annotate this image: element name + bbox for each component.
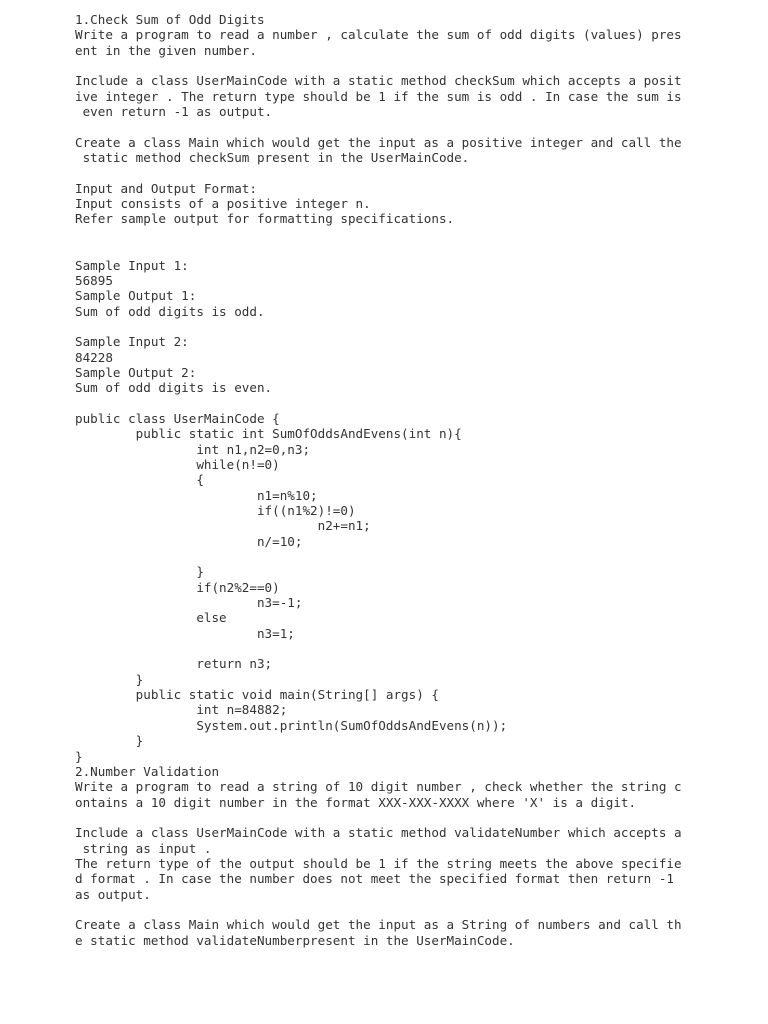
document-text: 1.Check Sum of Odd Digits Write a program to read a number , calculate the sum of odd digits (values) pres ent in the given number. Include a class UserMainCode with a static method checkSum which accepts a posit ive integer . The return type should be 1 if the sum is odd . In case the sum is even return -1 as output. Create a class Main which would get the input as a positive integer and call the static method checkSum present in the UserMainCode. Input and Output Format: Input consists of a positive integer n. Refer sample output for formatting specifications. Sample Input 1: 56895 Sample Output 1: Sum of odd digits is odd. Sample Input 2: 84228 Sample Output 2: Sum of odd digits is even. public class UserMainCode { public static int SumOfOddsAndEvens(int n){ int n1,n2=0,n3; while(n!=0) { n1=n%10; if((n1%2)!=0) n2+=n1; n/=10; } if(n2%2==0) n3=-1; else n3=1; return n3; } public static void main(String[] args) { int n=84882; System.out.println(SumOfOddsAndEvens(n)); } } 2.Number Validation Write a program to read a string of 10 digit number , check whether the string c ontains a 10 digit number in the format XXX-XXX-XXXX where 'X' is a digit. Include a class UserMainCode with a static method validateNumber which accepts a string as input . The return type of the output should be 1 if the string meets the above specifie d format . In case the number does not meet the specified format then return -1 as output. Create a class Main which would get the input as a String of numbers and call th e static method validateNumberpresent in the UserMainCode. bbox=[75, 12, 682, 948]
